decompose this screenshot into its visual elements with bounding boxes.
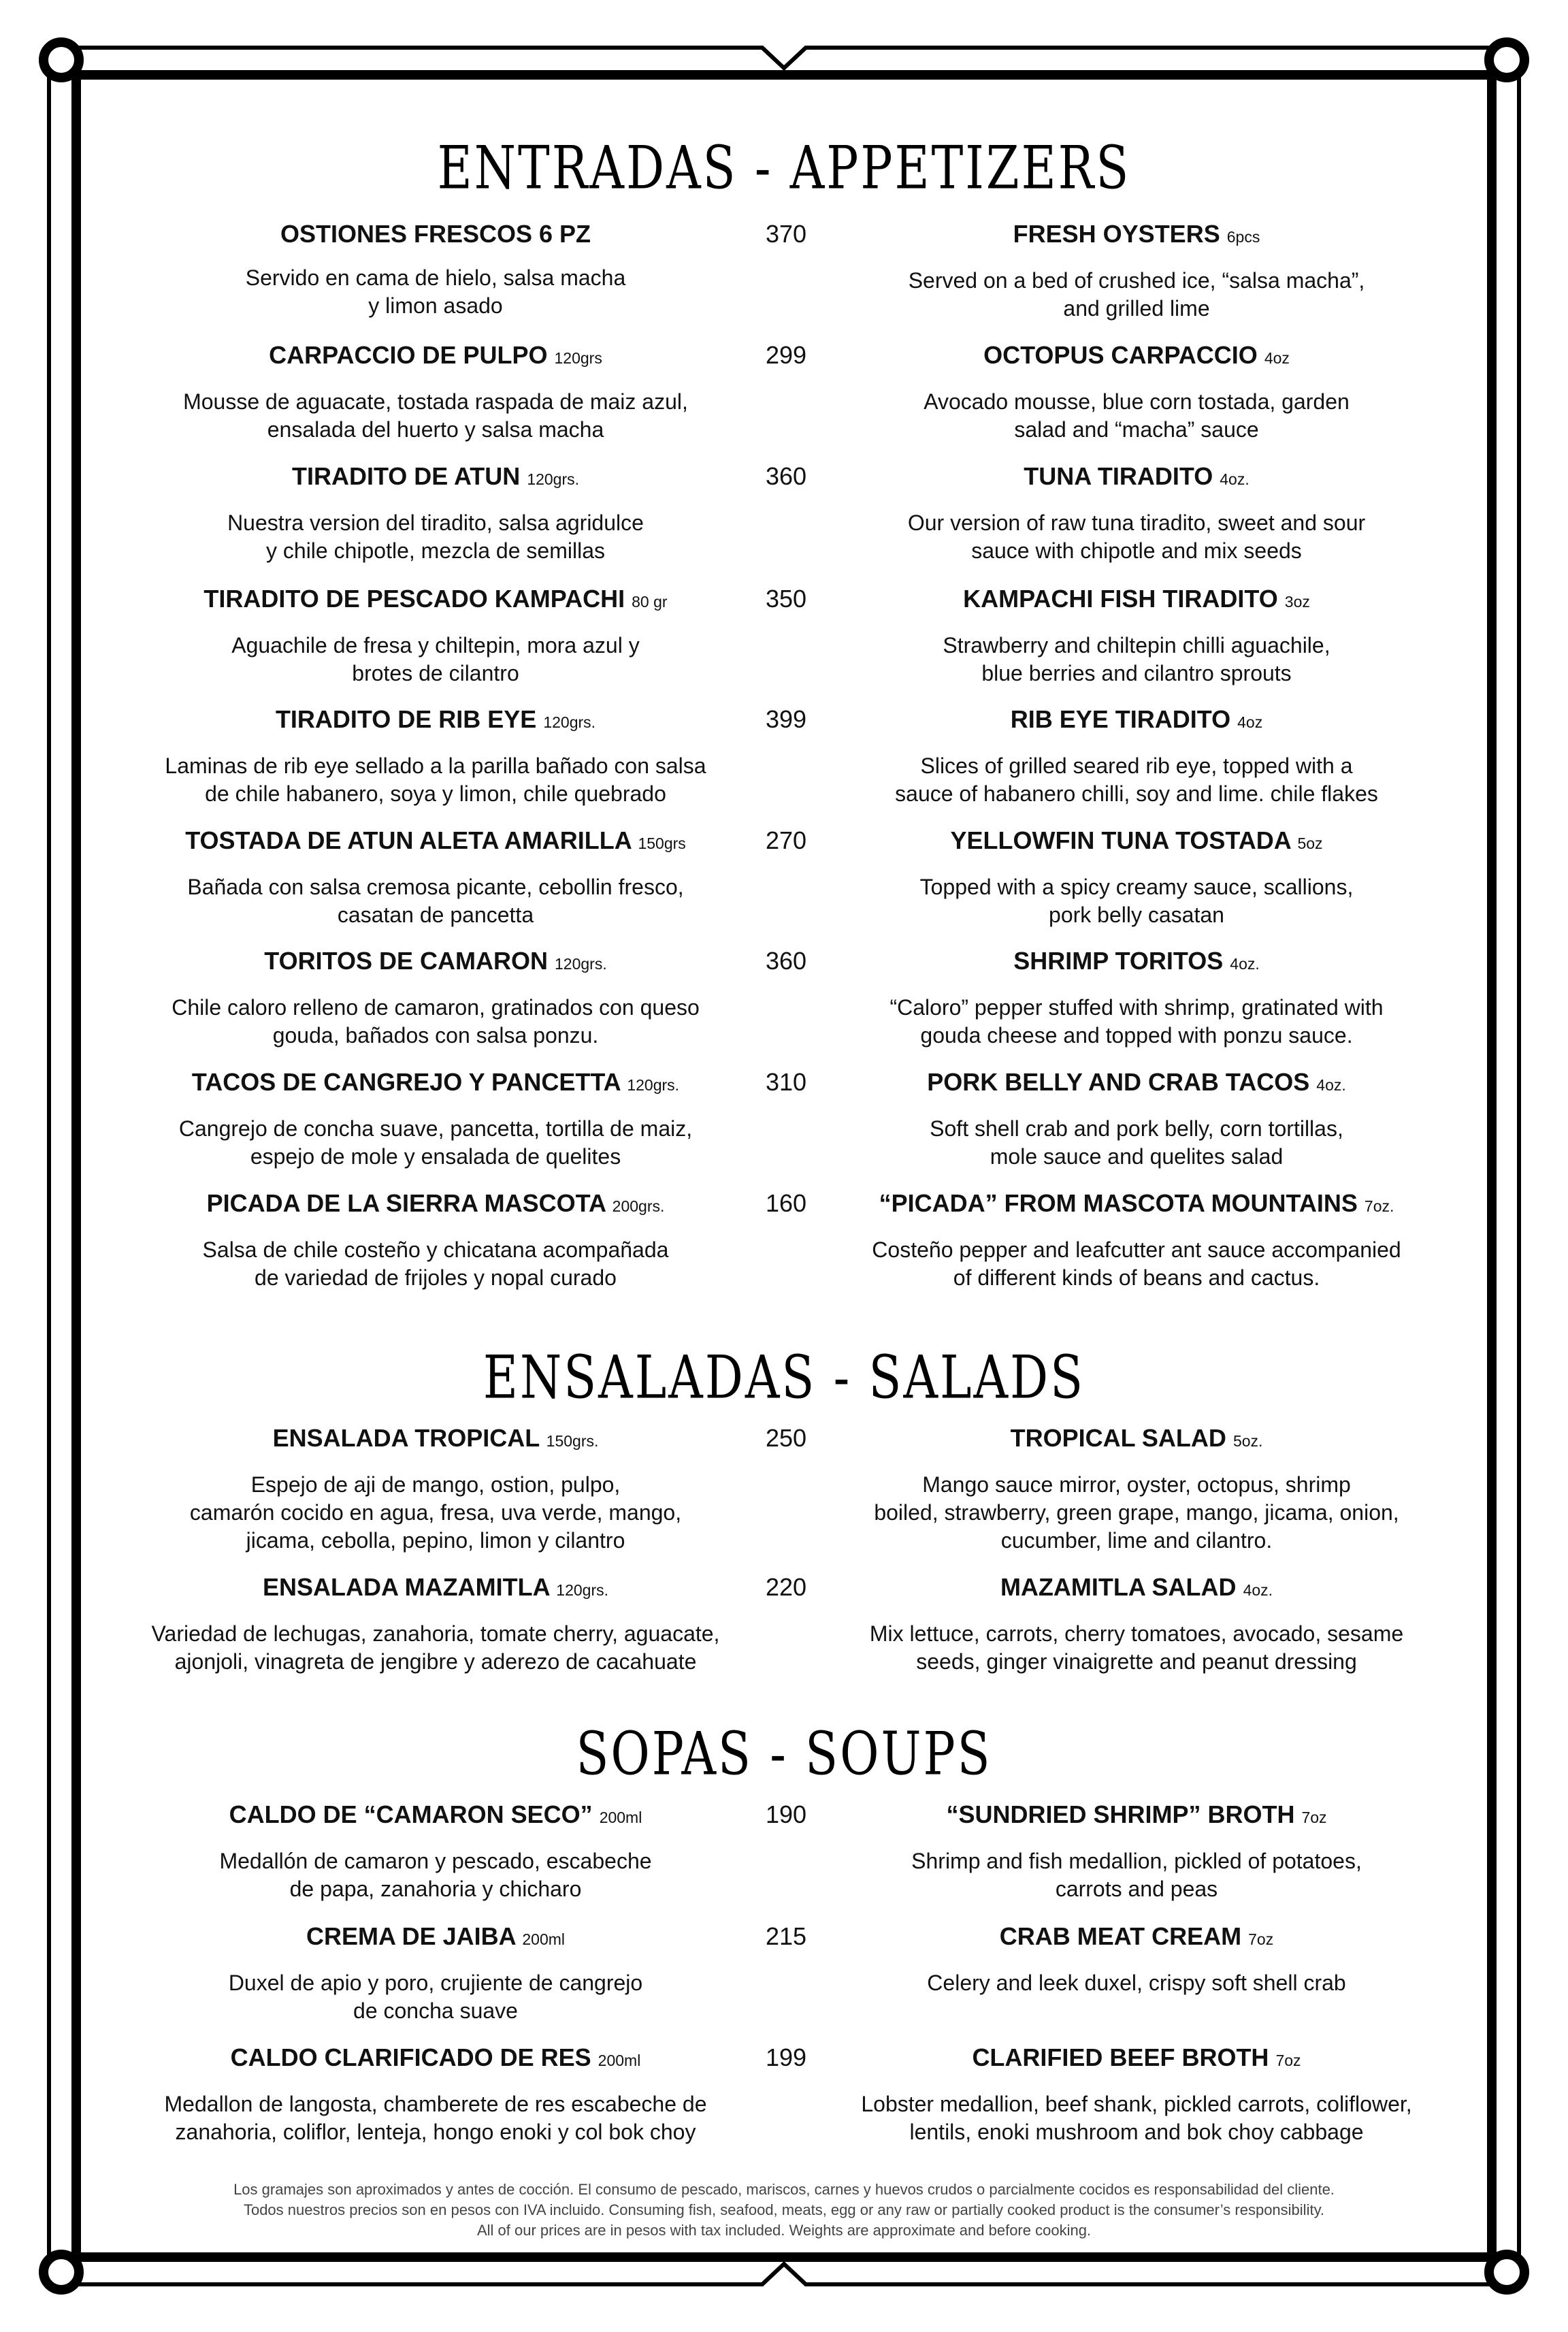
item-description (762, 1969, 1511, 1997)
item-description-line: Costeño pepper and leafcutter ant sauce accompanied (872, 1237, 1401, 1262)
disclaimer (0, 2180, 1568, 2241)
item-name (762, 584, 1511, 617)
item-name-text: TORITOS DE CAMARON (264, 947, 548, 975)
item-portion-size: 5oz (1297, 835, 1323, 852)
section-title-salads: ENSALADAS - SALADS (483, 1342, 1085, 1412)
item-name-text: TROPICAL SALAD (1010, 1424, 1226, 1452)
item-description-line: Shrimp and fish medallion, pickled of potatoes, (911, 1849, 1362, 1873)
menu-item-en (762, 826, 1511, 929)
item-description-line: Topped with a spicy creamy sauce, scallions, (919, 875, 1354, 899)
item-description-line: ajonjoli, vinagreta de jengibre y aderezo de cacahuate (174, 1649, 697, 1674)
menu-item-es (61, 1423, 810, 1555)
item-name-text: OSTIONES FRESCOS 6 PZ (280, 220, 591, 248)
menu-item-en (762, 705, 1511, 808)
item-description-line: “Caloro” pepper stuffed with shrimp, gratinated with (889, 995, 1384, 1020)
item-description (61, 388, 810, 444)
item-name-text: “PICADA” FROM MASCOTA MOUNTAINS (879, 1189, 1358, 1217)
item-name-text: ENSALADA MAZAMITLA (262, 1573, 550, 1601)
item-description-line: Variedad de lechugas, zanahoria, tomate cherry, aguacate, (151, 1621, 720, 1646)
item-description-line: Slices of grilled seared rib eye, topped with a (920, 754, 1353, 778)
menu-item-es (61, 340, 810, 444)
item-portion-size: 200ml (599, 1809, 642, 1826)
item-name-text: PORK BELLY AND CRAB TACOS (927, 1068, 1310, 1096)
disclaimer-line: Todos nuestros precios son en pesos con IVA incluido. Consuming fish, seafood, meats, egg or any raw or partially cooked product is the consumer’s responsibility. (243, 2201, 1325, 2218)
item-description (61, 2090, 810, 2146)
item-portion-size: 120grs. (555, 955, 607, 973)
item-description-line: lentils, enoki mushroom and bok choy cabbage (909, 2120, 1364, 2144)
item-name-text: TIRADITO DE PESCADO KAMPACHI (203, 585, 625, 613)
item-description-line: Avocado mousse, blue corn tostada, garden (924, 389, 1350, 414)
item-name-text: MAZAMITLA SALAD (1000, 1573, 1237, 1601)
item-description (762, 509, 1511, 565)
item-price: 220 (765, 1573, 807, 1601)
item-price: 360 (765, 947, 807, 975)
item-description (61, 1471, 810, 1555)
item-portion-size: 4oz. (1230, 955, 1260, 973)
item-name (61, 1188, 810, 1221)
item-name-text: TACOS DE CANGREJO Y PANCETTA (191, 1068, 621, 1096)
item-description-line: cucumber, lime and cilantro. (1000, 1528, 1273, 1553)
item-portion-size: 4oz. (1243, 1581, 1273, 1599)
item-portion-size: 120grs. (543, 713, 596, 731)
item-description-line: espejo de mole y ensalada de quelites (250, 1144, 621, 1169)
item-description-line: Served on a bed of crushed ice, “salsa macha”, (908, 268, 1365, 293)
item-portion-size: 7oz (1275, 2052, 1301, 2069)
item-name (762, 2043, 1511, 2075)
item-portion-size: 120grs. (627, 1076, 680, 1094)
item-name (61, 1572, 810, 1605)
item-description-line: Mousse de aguacate, tostada raspada de maiz azul, (183, 389, 688, 414)
item-price: 310 (765, 1068, 807, 1096)
item-description-line: Espejo de aji de mango, ostion, pulpo, (250, 1472, 621, 1497)
item-name-text: CREMA DE JAIBA (306, 1922, 516, 1950)
item-description-line: pork belly casatan (1049, 903, 1224, 927)
item-description-line: sauce with chipotle and mix seeds (971, 538, 1302, 563)
item-portion-size: 4oz (1237, 713, 1263, 731)
item-name (61, 461, 810, 494)
item-name (61, 946, 810, 979)
item-portion-size: 150grs. (546, 1432, 599, 1450)
item-name (762, 219, 1511, 252)
item-name (61, 1800, 810, 1832)
item-description (762, 752, 1511, 808)
item-price: 250 (765, 1424, 807, 1452)
menu-item-es (61, 1800, 810, 1903)
item-portion-size: 120grs (554, 349, 602, 367)
item-description (61, 632, 810, 687)
item-name (762, 461, 1511, 494)
item-description (762, 632, 1511, 687)
item-description (762, 267, 1511, 323)
item-price: 215 (765, 1922, 807, 1950)
item-description-line: sauce of habanero chilli, soy and lime. chile flakes (895, 781, 1378, 806)
section-title-soups: SOPAS - SOUPS (576, 1719, 992, 1789)
item-description (762, 1847, 1511, 1903)
menu-item-en (762, 946, 1511, 1050)
item-price: 190 (765, 1800, 807, 1828)
menu-item-es (61, 2043, 810, 2146)
item-description-line: of different kinds of beans and cactus. (953, 1265, 1320, 1290)
item-name (762, 1800, 1511, 1832)
item-description-line: Laminas de rib eye sellado a la parilla bañado con salsa (165, 754, 706, 778)
item-portion-size: 4oz (1264, 349, 1290, 367)
item-description (762, 873, 1511, 929)
menu-item-en (762, 461, 1511, 565)
item-description (61, 1115, 810, 1171)
section-title-appetizers: ENTRADAS - APPETIZERS (437, 133, 1131, 203)
menu-item-es (61, 461, 810, 565)
item-name (61, 2043, 810, 2075)
menu-item-es (61, 705, 810, 808)
item-name (762, 1572, 1511, 1605)
item-description-line: de chile habanero, soya y limon, chile quebrado (205, 781, 666, 806)
item-portion-size: 4oz. (1316, 1076, 1346, 1094)
item-name (61, 826, 810, 858)
menu-item-en (762, 1922, 1511, 1997)
item-name-text: ENSALADA TROPICAL (272, 1424, 540, 1452)
item-description (61, 264, 810, 320)
item-description-line: boiled, strawberry, green grape, mango, jicama, onion, (874, 1500, 1399, 1525)
item-name-text: TIRADITO DE ATUN (291, 462, 521, 490)
item-description-line: salad and “macha” sauce (1014, 417, 1259, 442)
item-price: 199 (765, 2043, 807, 2071)
menu-item-es (61, 946, 810, 1050)
item-name-text: CARPACCIO DE PULPO (269, 341, 548, 369)
item-name (762, 946, 1511, 979)
menu-item-es (61, 584, 810, 687)
item-name (61, 705, 810, 737)
menu-item-en (762, 2043, 1511, 2146)
item-description-line: camarón cocido en agua, fresa, uva verde, mango, (189, 1500, 682, 1525)
item-name-text: TOSTADA DE ATUN ALETA AMARILLA (185, 826, 632, 854)
item-description-line: mole sauce and quelites salad (990, 1144, 1284, 1169)
item-portion-size: 120grs. (527, 470, 580, 488)
disclaimer-line: All of our prices are in pesos with tax included. Weights are approximate and before cooking. (476, 2222, 1092, 2239)
item-description (61, 873, 810, 929)
item-name (61, 1423, 810, 1456)
menu-item-en (762, 340, 1511, 444)
item-description-line: Our version of raw tuna tiradito, sweet and sour (907, 511, 1366, 535)
item-description-line: ensalada del huerto y salsa macha (267, 417, 604, 442)
menu-item-en (762, 1188, 1511, 1292)
item-name-text: KAMPACHI FISH TIRADITO (963, 585, 1278, 613)
disclaimer-line: Los gramajes son aproximados y antes de cocción. El consumo de pescado, mariscos, carnes y huevos crudos o parcialmente cocidos es responsabilidad del cliente. (233, 2181, 1335, 2198)
item-portion-size: 200grs. (612, 1197, 665, 1215)
item-price: 399 (765, 705, 807, 733)
item-portion-size: 5oz. (1232, 1432, 1263, 1450)
item-description-line: Aguachile de fresa y chiltepin, mora azul y (231, 633, 640, 658)
item-description-line: Chile caloro relleno de camaron, gratinados con queso (172, 995, 700, 1020)
item-name-text: RIB EYE TIRADITO (1010, 705, 1231, 733)
item-name (762, 826, 1511, 858)
item-description-line: Duxel de apio y poro, crujiente de cangrejo (228, 1971, 643, 1995)
item-description-line: Mango sauce mirror, oyster, octopus, shrimp (922, 1472, 1351, 1497)
item-description (762, 388, 1511, 444)
menu-item-en (762, 584, 1511, 687)
item-price: 270 (765, 826, 807, 854)
item-description-line: casatan de pancetta (337, 903, 534, 927)
item-description (762, 1620, 1511, 1676)
item-name-text: “SUNDRIED SHRIMP” BROTH (946, 1800, 1295, 1828)
item-name (762, 705, 1511, 737)
item-price: 160 (765, 1189, 807, 1217)
item-description-line: gouda cheese and topped with ponzu sauce. (920, 1023, 1353, 1048)
item-description-line: Cangrejo de concha suave, pancetta, tortilla de maiz, (178, 1116, 693, 1141)
item-description-line: blue berries and cilantro sprouts (981, 661, 1292, 685)
item-description (61, 1847, 810, 1903)
item-name-text: YELLOWFIN TUNA TOSTADA (950, 826, 1291, 854)
item-name (762, 1188, 1511, 1221)
item-price: 299 (765, 341, 807, 369)
item-portion-size: 200ml (522, 1930, 566, 1948)
item-description (762, 1236, 1511, 1292)
menu-item-es (61, 826, 810, 929)
item-description-line: Salsa de chile costeño y chicatana acompañada (202, 1237, 669, 1262)
menu-item-es (61, 1572, 810, 1676)
item-portion-size: 200ml (598, 2052, 641, 2069)
item-name-text: FRESH OYSTERS (1013, 220, 1220, 248)
item-name-text: PICADA DE LA SIERRA MASCOTA (206, 1189, 606, 1217)
menu-item-es (61, 1188, 810, 1292)
menu-item-es (61, 219, 810, 320)
item-portion-size: 6pcs (1226, 228, 1260, 246)
menu-item-es (61, 1922, 810, 2025)
item-name (61, 1922, 810, 1954)
item-portion-size: 120grs. (556, 1581, 608, 1599)
item-name-text: CLARIFIED BEEF BROTH (972, 2043, 1269, 2071)
item-name (762, 1067, 1511, 1100)
menu-item-en (762, 1572, 1511, 1676)
item-name-text: OCTOPUS CARPACCIO (983, 341, 1258, 369)
item-description (61, 1236, 810, 1292)
item-description-line: Medallón de camaron y pescado, escabeche (219, 1849, 652, 1873)
item-description-line: Strawberry and chiltepin chilli aguachile, (943, 633, 1330, 658)
item-description-line: gouda, bañados con salsa ponzu. (272, 1023, 599, 1048)
item-name (61, 340, 810, 373)
item-description (762, 994, 1511, 1050)
item-description (61, 1969, 810, 2025)
item-description-line: Medallon de langosta, chamberete de res escabeche de (164, 2092, 707, 2116)
item-portion-size: 150grs (638, 835, 686, 852)
item-description-line: de variedad de frijoles y nopal curado (255, 1265, 617, 1290)
item-portion-size: 7oz (1248, 1930, 1274, 1948)
item-name (762, 1423, 1511, 1456)
menu-item-en (762, 1800, 1511, 1903)
item-name-text: TIRADITO DE RIB EYE (275, 705, 537, 733)
item-price: 350 (765, 585, 807, 613)
item-description-line: de concha suave (353, 1998, 518, 2023)
item-description-line: seeds, ginger vinaigrette and peanut dressing (916, 1649, 1357, 1674)
item-description (61, 509, 810, 565)
item-name-text: TUNA TIRADITO (1024, 462, 1213, 490)
item-description-line: Bañada con salsa cremosa picante, cebollin fresco, (187, 875, 684, 899)
item-portion-size: 80 gr (632, 593, 668, 611)
menu-item-es (61, 1067, 810, 1171)
item-description-line: Soft shell crab and pork belly, corn tortillas, (930, 1116, 1343, 1141)
item-description (61, 994, 810, 1050)
item-description-line: zanahoria, coliflor, lenteja, hongo enoki y col bok choy (175, 2120, 696, 2144)
item-description-line: jicama, cebolla, pepino, limon y cilantro (246, 1528, 625, 1553)
item-name-text: CRAB MEAT CREAM (999, 1922, 1242, 1950)
item-description-line: and grilled lime (1063, 296, 1210, 321)
menu-item-en (762, 1067, 1511, 1171)
item-description-line: carrots and peas (1055, 1877, 1218, 1901)
menu-item-en (762, 219, 1511, 323)
item-description-line: brotes de cilantro (352, 661, 519, 685)
menu-item-en (762, 1423, 1511, 1555)
item-description (762, 1471, 1511, 1555)
item-description-line: de papa, zanahoria y chicharo (289, 1877, 582, 1901)
item-description (762, 2090, 1511, 2146)
item-name (61, 1067, 810, 1100)
item-description (762, 1115, 1511, 1171)
item-description-line: Lobster medallion, beef shank, pickled carrots, coliflower, (861, 2092, 1412, 2116)
item-description-line: y chile chipotle, mezcla de semillas (266, 538, 605, 563)
item-description-line: Celery and leek duxel, crispy soft shell crab (927, 1971, 1346, 1995)
item-description-line: Mix lettuce, carrots, cherry tomatoes, avocado, sesame (869, 1621, 1404, 1646)
item-portion-size: 4oz. (1220, 470, 1250, 488)
item-description-line: Servido en cama de hielo, salsa macha (245, 265, 626, 290)
item-description-line: Nuestra version del tiradito, salsa agridulce (227, 511, 644, 535)
item-portion-size: 7oz. (1364, 1197, 1394, 1215)
item-description-line: y limon asado (368, 293, 503, 318)
item-name-text: CALDO CLARIFICADO DE RES (230, 2043, 591, 2071)
item-name (762, 340, 1511, 373)
item-name (61, 584, 810, 617)
item-name-text: CALDO DE “CAMARON SECO” (229, 1800, 593, 1828)
item-price: 360 (765, 462, 807, 490)
item-name-text: SHRIMP TORITOS (1013, 947, 1224, 975)
item-name (762, 1922, 1511, 1954)
item-description (61, 752, 810, 808)
item-portion-size: 7oz (1301, 1809, 1327, 1826)
item-portion-size: 3oz (1284, 593, 1310, 611)
item-name (61, 219, 810, 249)
item-description (61, 1620, 810, 1676)
item-price: 370 (765, 220, 807, 248)
